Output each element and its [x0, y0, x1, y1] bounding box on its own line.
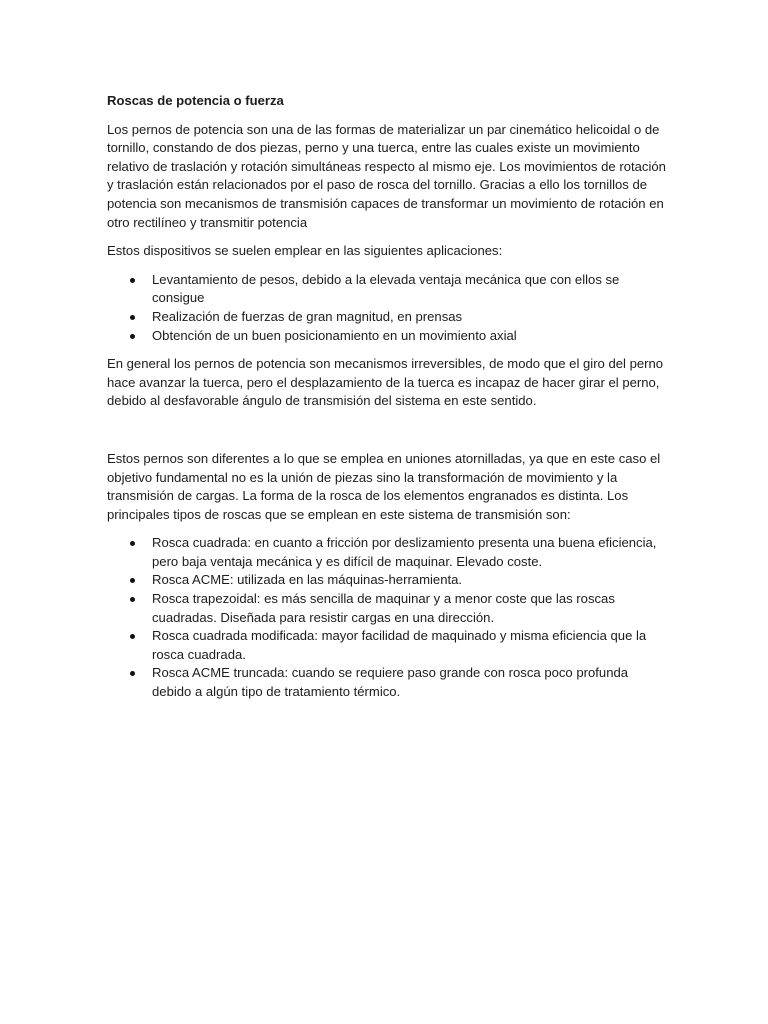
- blank-line: [107, 421, 667, 450]
- applications-list: [107, 271, 667, 345]
- bullet-icon: [130, 541, 135, 546]
- list-item: [107, 627, 667, 664]
- paragraph-intro: Los pernos de potencia son una de las formas de materializar un par cinemático helicoidal o de tornillo, constando de dos piezas, perno y una tuerca, entre las cuales existe un movimiento relativo de traslación y rotación simultáneas respecto al mismo eje. Los movimientos de rotación y traslación están relacionados por el paso de rosca del tornillo. Gracias a ello los tornillos de potencia son mecanismos de transmisión capaces de transformar un movimiento de rotación en otro rectilíneo y transmitir potencia: [107, 121, 666, 230]
- list-item-text: Rosca ACME: utilizada en las máquinas-herramienta.: [152, 572, 463, 588]
- document-body: [107, 92, 667, 712]
- list-item-text: Rosca ACME truncada: cuando se requiere paso grande con rosca poco profunda debido a algún tipo de tratamiento térmico.: [152, 665, 629, 700]
- bullet-icon: [130, 634, 135, 639]
- list-item-text: Rosca cuadrada: en cuanto a fricción por deslizamiento presenta una buena eficiencia, pero baja ventaja mecánica y es difícil de maquinar. Elevado coste.: [152, 535, 657, 569]
- list-item: [107, 327, 667, 346]
- document-title: Roscas de potencia o fuerza: [107, 93, 284, 108]
- bullet-icon: [130, 597, 135, 602]
- list-item: [107, 664, 667, 701]
- bullet-icon: [130, 578, 135, 583]
- list-item-text: Rosca cuadrada modificada: mayor facilidad de maquinado y misma eficiencia que la rosca cuadrada.: [152, 628, 647, 662]
- bullet-icon: [130, 334, 135, 339]
- list-item-text: Realización de fuerzas de gran magnitud, en prensas: [152, 308, 463, 324]
- paragraph-irreversible: En general los pernos de potencia son mecanismos irreversibles, de modo que el giro del perno hace avanzar la tuerca, pero el desplazamiento de la tuerca es incapaz de hacer girar el perno, debido al desfavorable ángulo de transmisión del sistema en este sentido.: [107, 356, 664, 409]
- list-item: [107, 590, 667, 627]
- list-item: [107, 271, 667, 308]
- bullet-icon: [130, 315, 135, 320]
- bullet-icon: [130, 278, 135, 283]
- list-item-text: Obtención de un buen posicionamiento en un movimiento axial: [152, 327, 517, 343]
- thread-types-list: [107, 534, 667, 701]
- list-item: [107, 571, 667, 590]
- paragraph-thread-types-intro: Estos pernos son diferentes a lo que se emplea en uniones atornilladas, ya que en este caso el objetivo fundamental no es la unión de piezas sino la transformación de movimiento y la transmisión de cargas. La forma de la rosca de los elementos engranados es distinta. Los principales tipos de roscas que se emplean en este sistema de transmisión son:: [107, 450, 661, 522]
- list-item: [107, 308, 667, 327]
- paragraph-applications-intro: Estos dispositivos se suelen emplear en las siguientes aplicaciones:: [107, 243, 503, 259]
- list-item-text: Rosca trapezoidal: es más sencilla de maquinar y a menor coste que las roscas cuadradas. Diseñada para resistir cargas en una dirección.: [152, 591, 615, 625]
- list-item-text: Levantamiento de pesos, debido a la elevada ventaja mecánica que con ellos se consigue: [152, 271, 620, 306]
- bullet-icon: [130, 671, 135, 676]
- list-item: [107, 534, 667, 571]
